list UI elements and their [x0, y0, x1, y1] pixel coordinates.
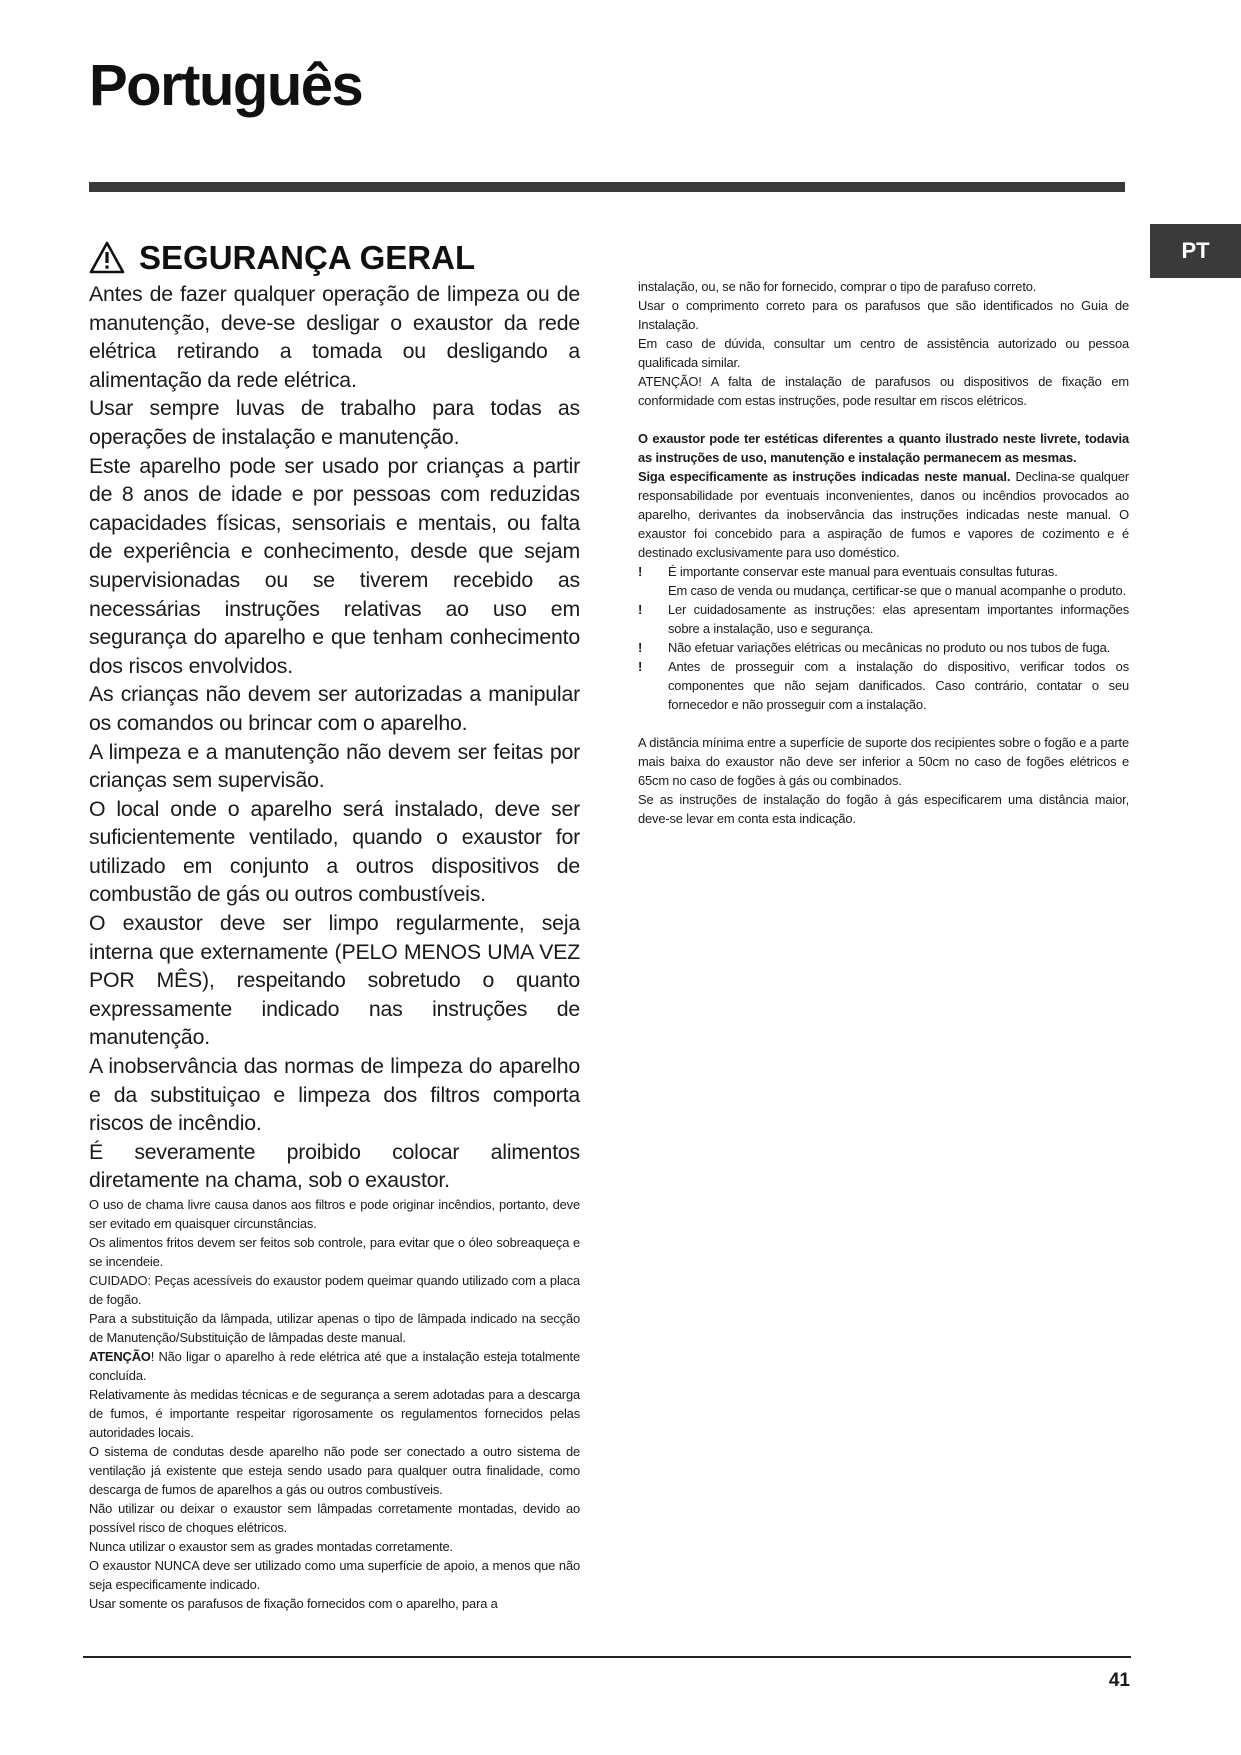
body-paragraph: O exaustor NUNCA deve ser utilizado como uma superfície de apoio, a menos que não seja especificamente indicado.	[89, 1558, 580, 1592]
lead-paragraph: As crianças não devem ser autorizadas a manipular os comandos ou brincar com o aparelho.	[89, 682, 580, 735]
attention-paragraph	[89, 1347, 580, 1385]
exclamation-mark: !	[638, 602, 643, 617]
lead-paragraph: É severamente proibido colocar alimentos diretamente na chama, sob o exaustor.	[89, 1139, 580, 1193]
lead-paragraph: O exaustor deve ser limpo regularmente, seja interna que externamente (PELO MENOS UMA VEZ POR MÊS), respeitando sobretudo o quanto expressamente indicado nas instruções de manutenção.	[89, 911, 580, 1050]
attention-label: ATENÇÃO	[89, 1349, 151, 1364]
bullet-continuation: Em caso de venda ou mudança, certificar-se que o manual acompanhe o produto.	[668, 583, 1126, 598]
exclamation-mark: !	[638, 640, 643, 655]
right-column	[638, 277, 1129, 828]
body-paragraph: A distância mínima entre a superfície de suporte dos recipientes sobre o fogão e a parte mais baixa do exaustor não deve ser inferior a 50cm no caso de fogões elétricos e 65cm no caso de fogões à gás ou combinados.	[638, 735, 1129, 788]
bullet-item	[638, 638, 1129, 657]
attention-text: ! Não ligar o aparelho à rede elétrica até que a instalação esteja totalmente concluída.	[89, 1349, 580, 1383]
lead-paragraph: O local onde o aparelho será instalado, deve ser suficientemente ventilado, quando o exaustor for utilizado em conjunto a outros dispositivos de combustão de gás ou outros combustíveis.	[89, 796, 580, 907]
lead-paragraphs	[89, 280, 580, 1195]
body-paragraph: O sistema de condutas desde aparelho não pode ser conectado a outro sistema de ventilação já existente que esteja sendo usado para qualquer outra finalidade, como descarga de fumos de aparelhos a gás ou outros combustíveis.	[89, 1444, 580, 1497]
warning-triangle-icon	[89, 241, 125, 275]
bullet-text: Não efetuar variações elétricas ou mecânicas no produto ou nos tubos de fuga.	[668, 640, 1111, 655]
exclamation-mark: !	[638, 659, 643, 674]
bullet-text: É importante conservar este manual para eventuais consultas futuras.	[668, 564, 1058, 579]
disclaimer-paragraph	[638, 467, 1129, 562]
body-paragraph: Usar o comprimento correto para os parafusos que são identificados no Guia de Instalação.	[638, 298, 1129, 332]
body-paragraph: Não utilizar ou deixar o exaustor sem lâmpadas corretamente montadas, devido ao possível risco de choques elétricos.	[89, 1501, 580, 1535]
body-paragraph: Em caso de dúvida, consultar um centro de assistência autorizado ou pessoa qualificada similar.	[638, 336, 1129, 370]
title-rule	[89, 182, 1125, 192]
section-heading-text: SEGURANÇA GERAL	[139, 239, 476, 276]
footer-rule	[83, 1656, 1131, 1658]
small-paragraphs	[89, 1195, 580, 1613]
body-paragraph: ATENÇÃO! A falta de instalação de parafusos ou dispositivos de fixação em conformidade com estas instruções, pode resultar em riscos elétricos.	[638, 374, 1129, 408]
body-paragraph: Relativamente às medidas técnicas e de segurança a serem adotadas para a descarga de fumos, é importante respeitar rigorosamente os regulamentos fornecidos pelas autoridades locais.	[89, 1387, 580, 1440]
section-heading	[89, 238, 580, 278]
disclaimer-text: Declina-se qualquer responsabilidade por eventuais inconvenientes, danos ou incêndios provocados ao aparelho, derivantes da inobservância das instruções indicadas neste manual. O exaustor foi concebido para a aspiração de fumos e vapores de cozimento e é destinado exclusivamente para uso doméstico.	[638, 469, 1129, 560]
body-paragraph: Usar somente os parafusos de fixação fornecidos com o aparelho, para a	[89, 1596, 498, 1611]
exclamation-mark: !	[638, 564, 643, 579]
body-paragraph: Os alimentos fritos devem ser feitos sob controle, para evitar que o óleo sobreaqueça e se incendeie.	[89, 1235, 580, 1269]
body-paragraph: CUIDADO: Peças acessíveis do exaustor podem queimar quando utilizado com a placa de fogão.	[89, 1273, 580, 1307]
page-title: Português	[89, 53, 363, 118]
bullet-list	[638, 562, 1129, 714]
bullet-text: Antes de prosseguir com a instalação do dispositivo, verificar todos os componentes que não sejam danificados. Caso contrário, contatar o seu fornecedor e não prosseguir com a instalação.	[668, 659, 1129, 712]
body-paragraph: Nunca utilizar o exaustor sem as grades montadas corretamente.	[89, 1539, 453, 1554]
body-paragraph: instalação, ou, se não for fornecido, comprar o tipo de parafuso correto.	[638, 279, 1037, 294]
bullet-item	[638, 600, 1129, 638]
body-paragraph: Para a substituição da lâmpada, utilizar apenas o tipo de lâmpada indicado na secção de Manutenção/Substituição de lâmpadas deste manual.	[89, 1311, 580, 1345]
bold-notice: O exaustor pode ter estéticas diferentes a quanto ilustrado neste livrete, todavia as instruções de uso, manutenção e instalação permanecem as mesmas.	[638, 431, 1129, 465]
page-number: 41	[1108, 1670, 1130, 1691]
lead-paragraph: Este aparelho pode ser usado por crianças a partir de 8 anos de idade e por pessoas com reduzidas capacidades físicas, sensoriais e mentais, ou falta de experiência e conhecimento, desde que sejam supervisionadas ou se tiverem recebido as necessárias instruções relativas ao uso em segurança do aparelho e que tenham conhecimento dos riscos envolvidos.	[89, 453, 580, 678]
lead-paragraph: Antes de fazer qualquer operação de limpeza ou de manutenção, deve-se desligar o exaustor da rede elétrica retirando a tomada ou desligando a alimentação da rede elétrica.	[89, 282, 580, 392]
lead-paragraph: A limpeza e a manutenção não devem ser feitas por crianças sem supervisão.	[89, 739, 580, 793]
bullet-item	[638, 562, 1129, 600]
left-column	[89, 238, 580, 1613]
lead-paragraph: Usar sempre luvas de trabalho para todas as operações de instalação e manutenção.	[89, 396, 580, 449]
language-tab: PT	[1150, 224, 1241, 278]
body-paragraph: O uso de chama livre causa danos aos filtros e pode originar incêndios, portanto, deve ser evitado em quaisquer circunstâncias.	[89, 1197, 580, 1231]
body-paragraph: Se as instruções de instalação do fogão à gás especificarem uma distância maior, deve-se levar em conta esta indicação.	[638, 792, 1129, 826]
bullet-text: Ler cuidadosamente as instruções: elas apresentam importantes informações sobre a instalação, uso e segurança.	[668, 602, 1129, 636]
bullet-item	[638, 657, 1129, 714]
disclaimer-bold: Siga especificamente as instruções indicadas neste manual.	[638, 469, 1011, 484]
lead-paragraph: A inobservância das normas de limpeza do aparelho e da substituiçao e limpeza dos filtros comporta riscos de incêndio.	[89, 1054, 580, 1136]
